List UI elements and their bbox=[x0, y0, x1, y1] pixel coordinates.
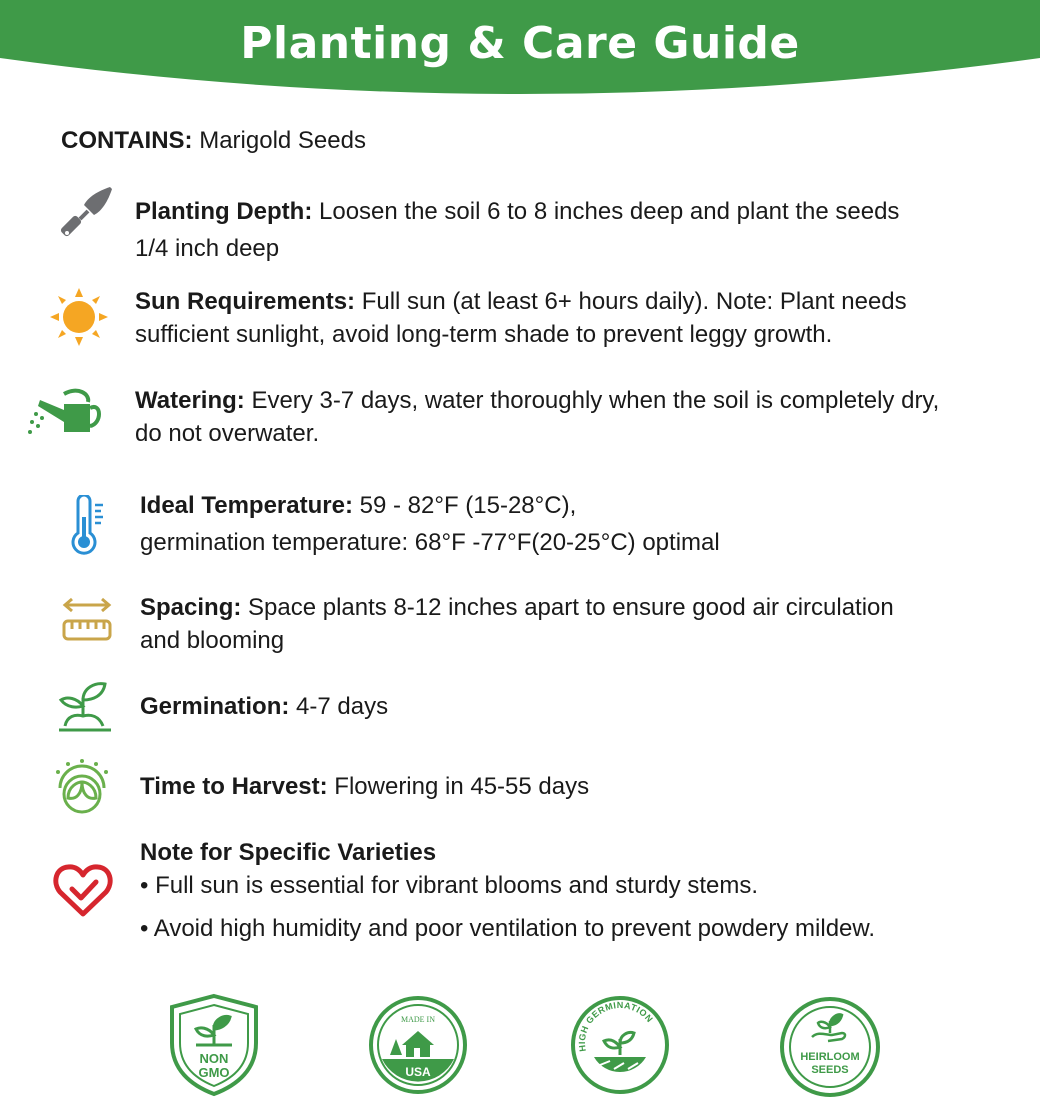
planting-depth-label: Planting Depth: bbox=[135, 198, 313, 225]
sun-requirements-label: Sun Requirements: bbox=[135, 288, 356, 315]
note-bullet-1: • Full sun is essential for vibrant blooms and sturdy stems. bbox=[140, 872, 758, 899]
watering-row bbox=[135, 384, 939, 450]
planting-depth-text-2: 1/4 inch deep bbox=[135, 235, 280, 262]
heirloom-line2: SEEDS bbox=[811, 1064, 849, 1076]
harvest-text: Flowering in 45-55 days bbox=[327, 773, 590, 800]
ruler-icon bbox=[60, 597, 114, 645]
thermometer-icon bbox=[68, 495, 108, 555]
note-title: Note for Specific Varieties bbox=[140, 839, 437, 866]
harvest-row bbox=[140, 770, 589, 803]
spacing-row bbox=[140, 591, 894, 657]
made-in-text: MADE IN bbox=[401, 1015, 435, 1024]
germination-row bbox=[140, 690, 388, 723]
planting-depth-row bbox=[135, 195, 899, 265]
watering-text: Every 3-7 days, water thoroughly when the soil is completely dry, bbox=[244, 387, 940, 414]
contains-label: CONTAINS: bbox=[61, 127, 193, 154]
harvest-icon bbox=[52, 758, 112, 816]
header-banner bbox=[0, 0, 1040, 104]
temperature-label: Ideal Temperature: bbox=[140, 492, 353, 519]
temperature-text: 59 - 82°F (15-28°C), bbox=[352, 492, 577, 519]
sun-requirements-text: Full sun (at least 6+ hours daily). Note: Plant needs bbox=[355, 288, 907, 315]
germination-text: 4-7 days bbox=[289, 693, 389, 720]
heirloom-badge-icon bbox=[778, 995, 882, 1099]
note-bullet-2-text: Avoid high humidity and poor ventilation to prevent powdery mildew. bbox=[153, 915, 876, 942]
note-bullet-2: • Avoid high humidity and poor ventilation to prevent powdery mildew. bbox=[140, 915, 876, 942]
high-germination-badge-icon bbox=[570, 995, 670, 1095]
heirloom-line1: HEIRLOOM bbox=[800, 1051, 860, 1063]
page-title: Planting & Care Guide bbox=[240, 18, 800, 69]
spacing-text: Space plants 8-12 inches apart to ensure good air circulation bbox=[241, 594, 894, 621]
non-gmo-badge-icon bbox=[168, 993, 260, 1097]
sun-icon bbox=[50, 288, 108, 346]
germination-label: Germination: bbox=[140, 693, 290, 720]
trowel-icon bbox=[58, 185, 116, 243]
watering-can-icon bbox=[26, 388, 102, 438]
sun-requirements-row bbox=[135, 285, 907, 351]
spacing-text-2: and blooming bbox=[140, 627, 285, 654]
contains-value: Marigold Seeds bbox=[192, 127, 366, 154]
watering-label: Watering: bbox=[135, 387, 245, 414]
usa-text: USA bbox=[405, 1065, 431, 1079]
sprout-icon bbox=[55, 676, 115, 736]
watering-text-2: do not overwater. bbox=[135, 420, 320, 447]
note-section bbox=[140, 836, 875, 945]
temperature-text-2: germination temperature: 68°F -77°F(20-25°C) optimal bbox=[140, 529, 720, 556]
sun-requirements-text-2: sufficient sunlight, avoid long-term shade to prevent leggy growth. bbox=[135, 321, 833, 348]
planting-depth-text: Loosen the soil 6 to 8 inches deep and plant the seeds bbox=[312, 198, 900, 225]
contains-line bbox=[61, 127, 366, 155]
spacing-label: Spacing: bbox=[140, 594, 242, 621]
non-gmo-line1: NON bbox=[199, 1051, 229, 1066]
heart-check-icon bbox=[52, 862, 114, 920]
high-germination-text: HIGH GERMINATION bbox=[576, 1000, 655, 1053]
made-in-usa-badge-icon bbox=[368, 995, 468, 1095]
temperature-row bbox=[140, 489, 720, 559]
harvest-label: Time to Harvest: bbox=[140, 773, 328, 800]
non-gmo-line2: GMO bbox=[198, 1065, 230, 1080]
note-bullet-1-text: Full sun is essential for vibrant blooms and sturdy stems. bbox=[155, 872, 758, 899]
